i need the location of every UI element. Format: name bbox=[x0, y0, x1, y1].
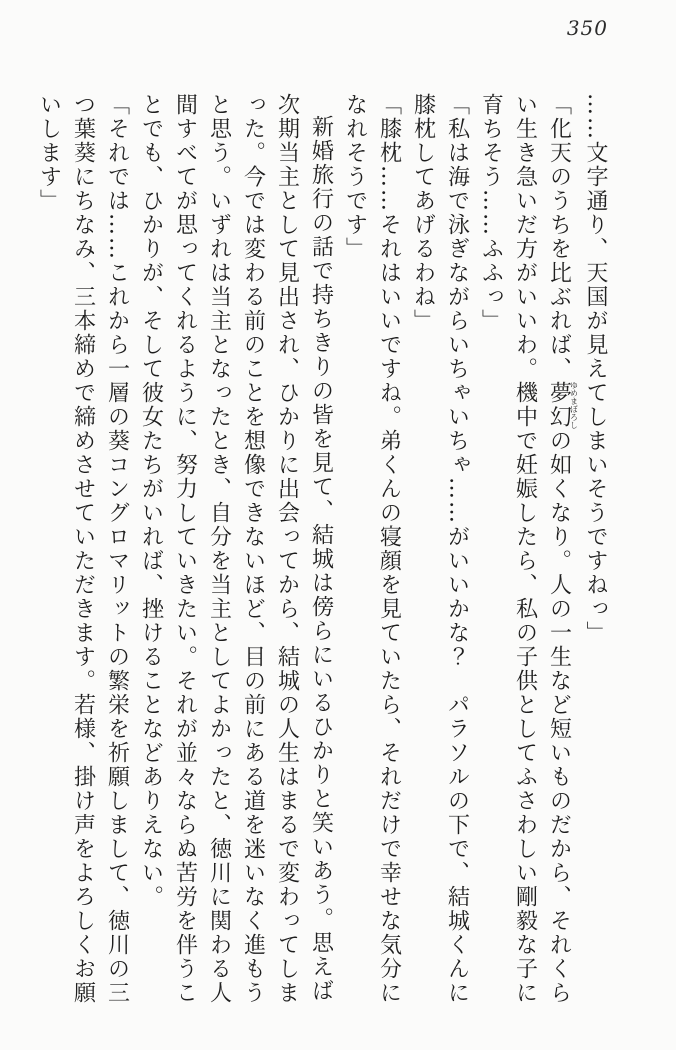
text-block bbox=[34, 93, 612, 1007]
paragraph: ……文字通り、天国が見えてしまいそうですねっ」 bbox=[583, 93, 608, 645]
furigana-ruby: 夢幻ゆめまぼろし bbox=[546, 381, 579, 429]
paragraph: 新婚旅行の話で持ちきりの皆を見て、結城は傍らにいるひかりと笑いあう。思えば次期当主として見出され、ひかりに出会ってから、結城の人生はまるで変わってしまった。今では変わる前のことを想像できないほど、目の前にある道を迷いなく進もうと思う。いずれは当主となったとき、自分を当主としてよかったと、徳川に関わる人間すべてが思ってくれるように、努力していきたい。それが並々ならぬ苦労を伴うことでも、ひかりが、そして彼女たちがいれば、挫けることなどありえない。 bbox=[138, 93, 334, 1005]
page-number: 350 bbox=[566, 16, 608, 40]
paragraph: 「化天のうちを比ぶれば、夢幻ゆめまぼろしの如くなり。人の一生など短いものだから、それくらい生き急いだ方がいいわ。機中で妊娠したら、私の子供としてふさわしい剛毅な子に育ちそう……ふふっ」 bbox=[478, 93, 579, 1005]
paragraph: 「それでは……これから一層の葵コングロマリットの繁栄を祈願しまして、徳川の三つ葉葵にちなみ、三本締めで締めさせていただきます。若様、掛け声をよろしくお願いします」 bbox=[36, 93, 130, 1005]
paragraph: 「私は海で泳ぎながらいちゃいちゃ……がいいかな？ パラソルの下で、結城くんに膝枕してあげるわね」 bbox=[410, 93, 470, 1005]
paragraph: 「膝枕……それはいいですね。弟くんの寝顔を見ていたら、それだけで幸せな気分になれそうです」 bbox=[342, 93, 402, 1005]
